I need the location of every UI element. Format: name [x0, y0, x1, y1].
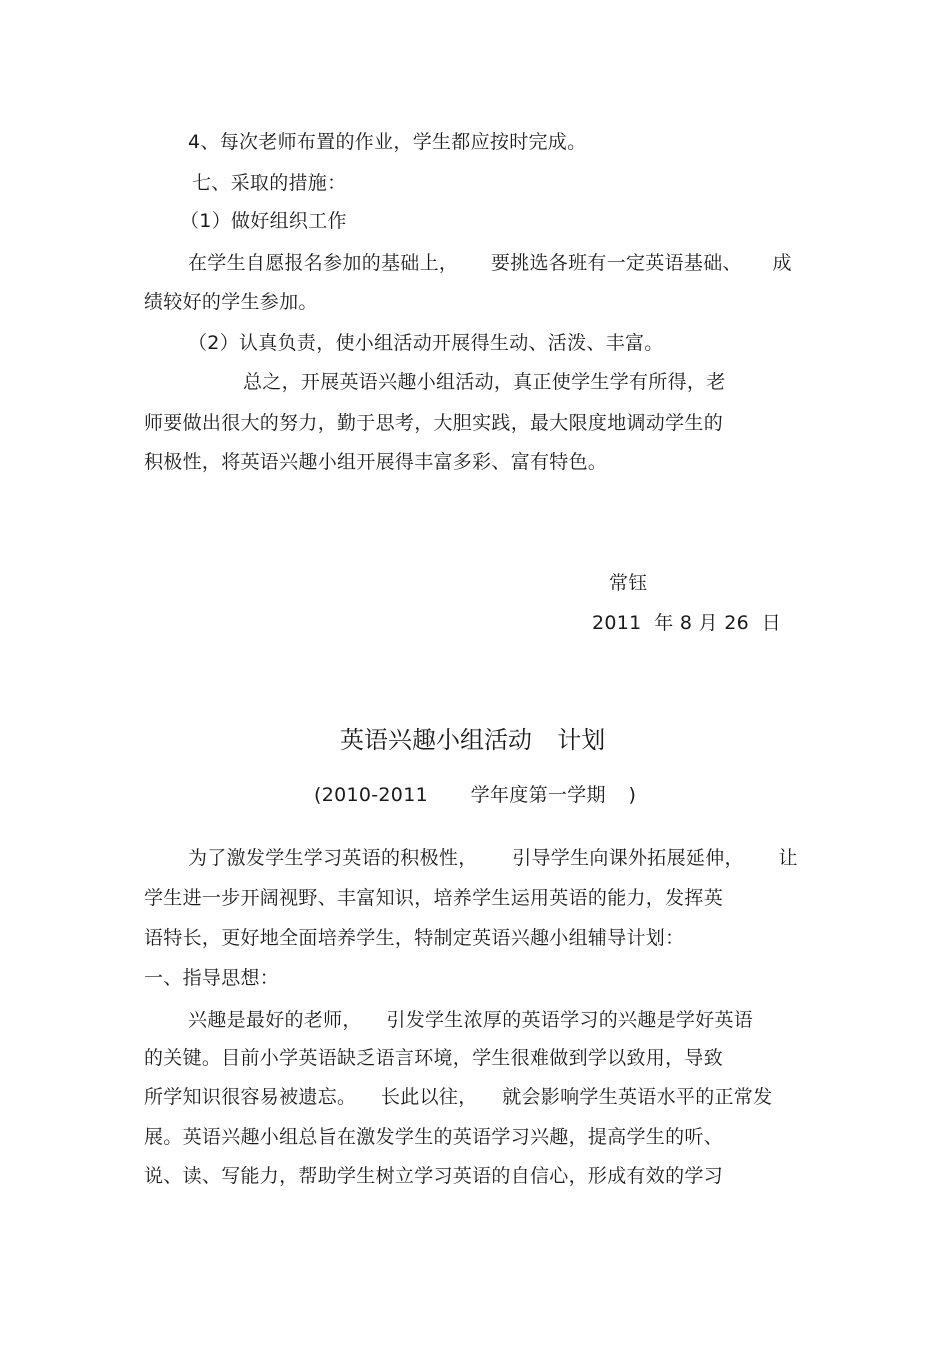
- summary-line-3: 积极性，将英语兴趣小组开展得丰富多彩、富有特色。: [144, 451, 608, 473]
- guide-line-1-a: 兴趣是最好的老师，: [188, 1009, 362, 1031]
- guide-line-5: 说、读、写能力，帮助学生树立学习英语的自信心，形成有效的学习: [144, 1165, 724, 1187]
- item-4-text: 4、每次老师布置的作业，学生都应按时完成。: [188, 131, 587, 153]
- guide-line-3: [144, 1085, 772, 1109]
- measure-1-text-line2: 绩较好的学生参加。: [144, 291, 318, 313]
- intro-line-1: [188, 846, 798, 870]
- guide-line-1-b: 引发学生浓厚的英语学习的兴趣是学好英语: [386, 1009, 754, 1031]
- signature-date: 2011 年 8 月 26 日: [592, 612, 781, 634]
- intro-line-1-a: 为了激发学生学习英语的积极性，: [188, 847, 478, 869]
- plan-subtitle-years: (2010-2011: [314, 784, 428, 806]
- measure-1-text-b: 要挑选各班有一定英语基础、: [490, 252, 742, 274]
- summary-line-2: 师要做出很大的努力，勤于思考，大胆实践，最大限度地调动学生的: [144, 412, 724, 434]
- plan-title-main: 英语兴趣小组活动: [340, 726, 532, 754]
- measure-1-text-c: 成: [772, 252, 792, 274]
- intro-line-3: 语特长，更好地全面培养学生，特制定英语兴趣小组辅导计划：: [144, 927, 685, 949]
- measure-2-text: （2）认真负责，使小组活动开展得生动、活泼、丰富。: [188, 332, 664, 354]
- guide-line-3-b: 长此以往，: [381, 1086, 478, 1108]
- section-1-heading: 一、指导思想：: [144, 967, 280, 989]
- guide-line-1: [188, 1008, 753, 1032]
- section-7-heading: 七、采取的措施：: [192, 172, 347, 194]
- intro-line-1-b: 引导学生向课外拓展延伸，: [512, 847, 744, 869]
- measure-1-title: （1）做好组织工作: [180, 210, 347, 232]
- summary-line-1: 总之，开展英语兴趣小组活动，真正使学生学有所得，老: [243, 371, 726, 393]
- guide-line-3-a: 所学知识很容易被遗忘。: [144, 1086, 357, 1108]
- plan-subtitle-close: ): [628, 784, 637, 806]
- plan-title: [340, 725, 605, 755]
- plan-subtitle-term: 学年度第一学期: [470, 784, 606, 806]
- intro-line-2: 学生进一步开阔视野、丰富知识，培养学生运用英语的能力，发挥英: [144, 887, 724, 909]
- measure-1-text-line1: [188, 251, 792, 275]
- signature-author: 常钰: [609, 572, 648, 594]
- plan-subtitle: [314, 783, 636, 807]
- guide-line-4: 展。英语兴趣小组总旨在激发学生的英语学习兴趣，提高学生的听、: [144, 1126, 724, 1148]
- measure-1-text-a: 在学生自愿报名参加的基础上，: [188, 252, 459, 274]
- guide-line-2: 的关键。目前小学英语缺乏语言环境，学生很难做到学以致用，导致: [144, 1047, 724, 1069]
- guide-line-3-c: 就会影响学生英语水平的正常发: [502, 1086, 773, 1108]
- intro-line-1-c: 让: [778, 847, 798, 869]
- plan-title-suffix: 计划: [557, 726, 606, 754]
